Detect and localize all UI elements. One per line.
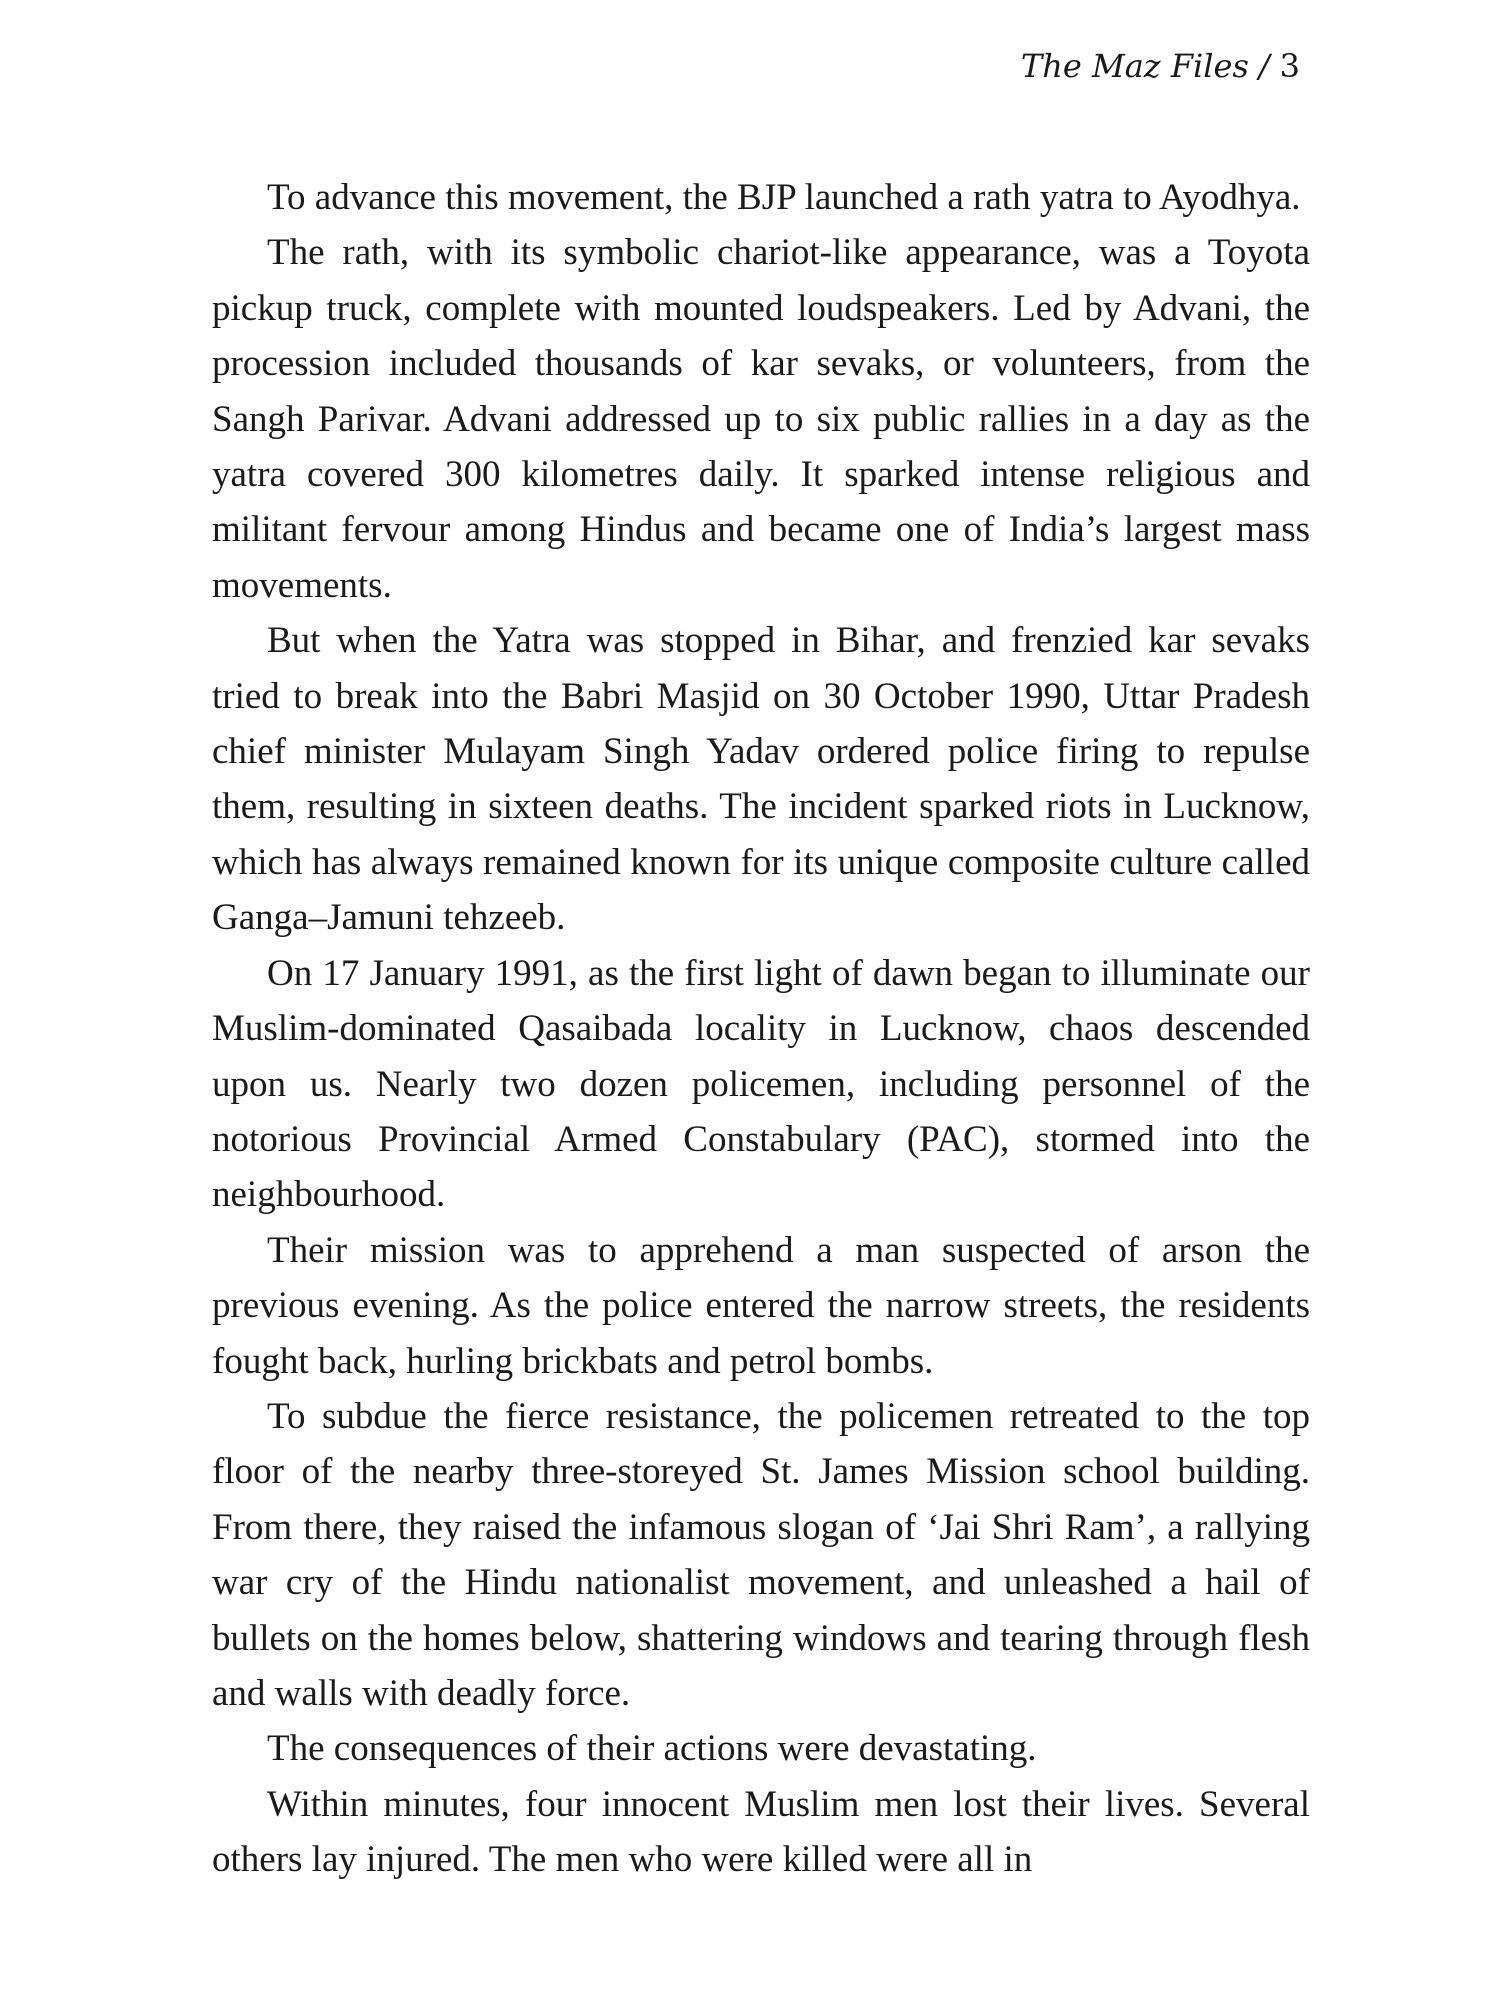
running-head xyxy=(1021,46,1300,86)
page-number: 3 xyxy=(1279,47,1300,85)
paragraph: On 17 January 1991, as the first light of dawn began to illuminate our Muslim-dominated Qasaibada locality in Lucknow, chaos descended upon us. Nearly two dozen policemen, including personnel of the notorious Provincial Armed Constabulary (PAC), stormed into the neighbourhood. xyxy=(212,952,1310,1216)
running-head-separator: / xyxy=(1258,47,1270,85)
paragraph: The consequences of their actions were devastating. xyxy=(267,1728,1037,1770)
running-title: The Maz Files xyxy=(1020,47,1249,85)
paragraph: The rath, with its symbolic chariot-like appearance, was a Toyota pickup truck, complete with mounted loudspeakers. Led by Advani, the procession included thousands of kar sevaks, or volunteers, from the Sangh Parivar. Advani addressed up to six public rallies in a day as the yatra covered 300 kilometres daily. It sparked intense religious and militant fervour among Hindus and became one of India’s largest mass movements. xyxy=(212,232,1310,606)
paragraph: Within minutes, four innocent Muslim men lost their lives. Several others lay injured. The men who were killed were all in xyxy=(212,1783,1310,1881)
body-text xyxy=(212,170,1310,1888)
paragraph: To subdue the fierce resistance, the policemen retreated to the top floor of the nearby three-storeyed St. James Mission school building. From there, they raised the infamous slogan of ‘Jai Shri Ram’, a rallying war cry of the Hindu nationalist movement, and unleashed a hail of bullets on the homes below, shattering windows and tearing through flesh and walls with deadly force. xyxy=(212,1395,1310,1714)
paragraph: Their mission was to apprehend a man suspected of arson the previous evening. As the police entered the narrow streets, the residents fought back, hurling brickbats and petrol bombs. xyxy=(212,1229,1310,1382)
paragraph: To advance this movement, the BJP launched a rath yatra to Ayodhya. xyxy=(267,177,1301,218)
paragraph: But when the Yatra was stopped in Bihar, and frenzied kar sevaks tried to break into the Babri Masjid on 30 October 1990, Uttar Pradesh chief minister Mulayam Singh Yadav ordered police firing to repulse them, resulting in sixteen deaths. The incident sparked riots in Lucknow, which has always remained known for its unique composite culture called Ganga–Jamuni tehzeeb. xyxy=(212,620,1310,939)
